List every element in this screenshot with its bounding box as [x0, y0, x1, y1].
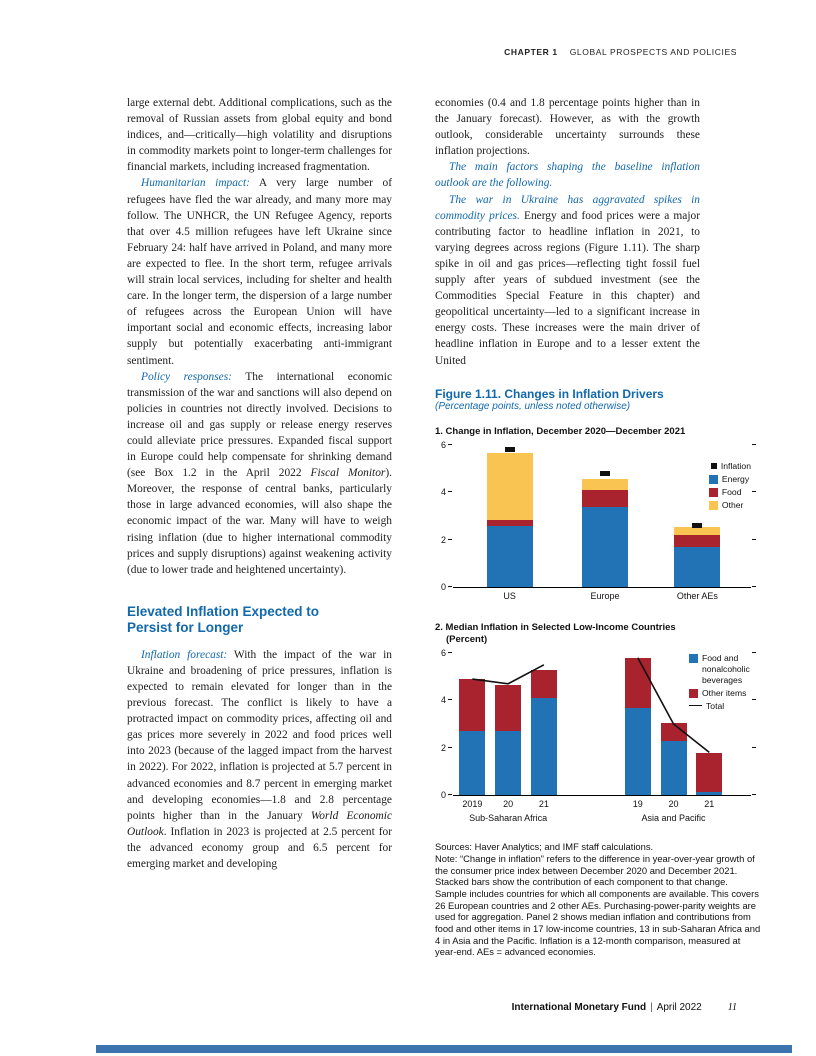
other-items-swatch: [689, 689, 698, 698]
y-tick-label: 0: [440, 790, 446, 801]
panel2-subtitle: (Percent): [446, 633, 488, 645]
y-tick-label: 0: [440, 582, 446, 593]
group-label-sub-saharan-africa: Sub-Saharan Africa: [469, 813, 548, 824]
paragraph-lead-inflation-forecast: Inflation forecast:: [141, 648, 228, 661]
legend-label-food: Food: [721, 487, 742, 498]
running-head: [127, 47, 737, 57]
paragraph-inflation-forecast: Inflation forecast: With the impact of the war in Ukraine and broadening of price pressures, inflation is expected to remain elevated for longer than in the previous forecast. The conflict is likely to have a protracted impact on commodity prices, affecting oil and gas prices more severely in 2022 and food prices well into 2023 (because of the lagged impact from the harvest in 2022). For 2022, inflation is projected at 5.7 percent in advanced economies and 8.7 percent in emerging market and developing economies—1.8 and 2.8 percentage points higher than in the January World Economic Outlook. Inflation in 2023 is projected at 2.5 percent for the advanced economy group and 6.5 percent for emerging market and developing: [127, 648, 392, 871]
y-tick-mark: [752, 586, 756, 587]
footer-separator: |: [650, 1002, 653, 1013]
y-tick-mark: [752, 491, 756, 492]
paragraph-lead-humanitarian: Humanitarian impact:: [141, 177, 250, 190]
fiscal-monitor-title: Fiscal Monitor: [310, 467, 386, 480]
bar-segment-other: [582, 479, 628, 490]
inflation-marker-swatch: [711, 463, 717, 469]
y-tick-mark: [448, 539, 452, 540]
y-tick-mark: [448, 747, 452, 748]
panel1-legend: [709, 461, 751, 513]
paragraph-lead-war: The war in Ukraine has aggravated spikes in commodity prices.: [435, 193, 700, 222]
figure-sources: Sources: Haver Analytics; and IMF staff calculations.: [435, 841, 654, 853]
legend-label-other-items: Other items: [702, 688, 747, 699]
inflation-marker: [600, 471, 610, 476]
y-tick-label: 2: [440, 742, 446, 753]
legend-item-other-items: [689, 688, 753, 699]
paragraph-humanitarian-impact: Humanitarian impact: A very large number of refugees have fled the war already, and many more may follow. The UNHCR, the UN Refugee Agency, reports that over 4.5 million refugees have left Ukraine since February 24: half have arrived in Poland, and many more are expected to flee. In the short term, refugee arrivals will strain local services, including for shelter and health care. In the longer term, the dispersion of a large number of refugees across the European Union will have important social and economic effects, increasing labor supply but potentially exacerbating anti-immigrant sentiment.: [127, 177, 392, 367]
legend-label-total: Total: [706, 701, 725, 712]
y-tick-mark: [448, 444, 452, 445]
x-axis-label: US: [503, 591, 516, 602]
panel1-title: 1. Change in Inflation, December 2020—December 2021: [435, 425, 686, 437]
paragraph-economies-continuation: economies (0.4 and 1.8 percentage points higher than in the January forecast). However, as with the growth outlook, considerable uncertainty surrounds these inflation projections.: [435, 97, 700, 158]
publisher-name: International Monetary Fund: [511, 1002, 647, 1013]
x-axis-label: 20: [503, 799, 514, 810]
x-axis-label: 21: [538, 799, 549, 810]
page-footer: [127, 1002, 737, 1013]
y-tick-mark: [448, 794, 452, 795]
page-number: 11: [727, 1002, 737, 1013]
legend-label-other: Other: [721, 500, 744, 511]
paragraph-external-debt: large external debt. Additional complications, such as the removal of Russian assets from global equity and bond indices, and—critically—high volatility and disruptions in commodity markets point to longer-term challenges for financial markets, including increased fragmentation.: [127, 97, 392, 174]
bar-segment-other: [674, 527, 720, 535]
inflation-marker: [505, 447, 515, 452]
group-label-asia-pacific: Asia and Pacific: [641, 813, 706, 824]
bar-segment-food: [582, 490, 628, 507]
weo-title: World Economic Outlook: [127, 809, 392, 838]
panel1-xaxis: [453, 591, 751, 604]
two-column-layout: [127, 95, 761, 958]
food-beverages-swatch: [689, 654, 698, 663]
legend-label-food-beverages: Food and nonalcoholic beverages: [702, 653, 750, 686]
total-line-swatch: [689, 705, 702, 706]
y-tick-label: 2: [440, 534, 446, 545]
panel2-legend: [689, 653, 753, 714]
bar-segment-energy: [487, 526, 533, 588]
y-tick-mark: [752, 794, 756, 795]
x-axis-label: Europe: [590, 591, 620, 602]
legend-item-food: [709, 487, 751, 498]
legend-item-other: [709, 500, 751, 511]
x-axis-label: 21: [704, 799, 715, 810]
y-tick-mark: [448, 491, 452, 492]
section-heading-elevated-inflation: Elevated Inflation Expected to Persist for Longer: [127, 603, 320, 636]
panel1-plot: [440, 440, 751, 593]
y-tick-label: 6: [440, 648, 446, 659]
figure-panel-1: [435, 426, 761, 605]
panel2-title: 2. Median Inflation in Selected Low-Income Countries (Percent): [435, 622, 761, 645]
legend-item-total: [689, 701, 753, 712]
x-axis-label: 2019: [462, 799, 483, 810]
bar-segment-other: [487, 453, 533, 519]
energy-swatch: [709, 475, 718, 484]
food-swatch: [709, 488, 718, 497]
paragraph-war-commodity-prices: The war in Ukraine has aggravated spikes in commodity prices. Energy and food prices were a major contributing factor to headline inflation in 2021, to varying degrees across regions (Figure 1.11). The sharp spike in oil and gas prices—reflecting tight fossil fuel supply after years of subdued investment (see the Commodities Special Feature in this chapter) and geopolitical uncertainty—led to a significant increase in energy costs. These increases were the main driver of headline inflation in Europe and to a lesser extent the United: [435, 193, 700, 367]
figure-subtitle: (Percentage points, unless noted otherwise): [435, 400, 631, 412]
figure-note-text: Note: “Change in inflation” refers to the difference in year-over-year growth of the consumer price index between December 2020 and December 2021. Stacked bars show the contribution of each component to that change. Sample includes countries for which all components are available. This covers 26 European countries and 2 other AEs. Purchasing-power-parity weights are used for aggregation. Panel 2 shows median inflation and contributions from food and other items in 17 low-income countries, 13 in sub-Saharan Africa and 4 in Asia and the Pacific. Inflation is a 12-month comparison, measured at year-end. AEs = advanced economies.: [435, 852, 761, 958]
y-tick-mark: [752, 444, 756, 445]
other-swatch: [709, 501, 718, 510]
figure-notes: [435, 841, 761, 958]
left-column: [127, 95, 392, 958]
y-tick-mark: [448, 699, 452, 700]
panel2-xaxis: [453, 799, 751, 812]
legend-item-energy: [709, 474, 751, 485]
panel2-groups: [453, 813, 751, 825]
footer-date: April 2022: [656, 1002, 702, 1013]
x-axis-label: 20: [668, 799, 679, 810]
figure-1-11: [435, 387, 761, 959]
stacked-bar-us: [487, 445, 533, 587]
right-column: [435, 95, 761, 958]
y-tick-mark: [448, 652, 452, 653]
bar-segment-food: [674, 535, 720, 547]
y-tick-mark: [448, 586, 452, 587]
chapter-label: CHAPTER 1: [504, 47, 558, 57]
running-head-title: GLOBAL PROSPECTS AND POLICIES: [569, 47, 737, 57]
panel2-plot: [440, 648, 751, 801]
paragraph-main-factors: The main factors shaping the baseline inflation outlook are the following.: [435, 161, 700, 190]
legend-item-inflation: [709, 461, 751, 472]
y-tick-label: 4: [440, 487, 446, 498]
x-axis-label: 19: [632, 799, 643, 810]
legend-item-food-beverages: [689, 653, 753, 686]
legend-label-energy: Energy: [721, 474, 750, 485]
stacked-bar-europe: [582, 445, 628, 587]
paragraph-lead-policy: Policy responses:: [141, 370, 232, 383]
inflation-marker: [692, 523, 702, 528]
figure-panel-2: [435, 622, 761, 825]
footer-band: [96, 1045, 792, 1053]
y-tick-mark: [752, 747, 756, 748]
paragraph-policy-responses: Policy responses: The international economic transmission of the war and sanctions will also depend on policies in countries not directly involved. Decisions to increase oil and gas supply or release energy reserves could alleviate price pressures. Expanded fiscal support in Europe could help compensate for shrinking demand (see Box 1.2 in the April 2022 Fiscal Monitor). Moreover, the response of central banks, particularly those in large advanced economies, will also shape the economic impact of the war. Many will have to weigh rising inflation (due to higher international commodity prices and supply disruptions) against weakening activity (due to lower trade and heightened uncertainty).: [127, 370, 393, 576]
total-line: [472, 665, 544, 684]
y-tick-mark: [752, 539, 756, 540]
y-tick-label: 6: [440, 440, 446, 451]
bar-segment-energy: [582, 507, 628, 587]
y-tick-label: 4: [440, 695, 446, 706]
x-axis-label: Other AEs: [676, 591, 718, 602]
legend-label-inflation: Inflation: [720, 461, 751, 472]
bar-segment-energy: [674, 547, 720, 587]
figure-title: Figure 1.11. Changes in Inflation Drivers: [435, 386, 664, 401]
